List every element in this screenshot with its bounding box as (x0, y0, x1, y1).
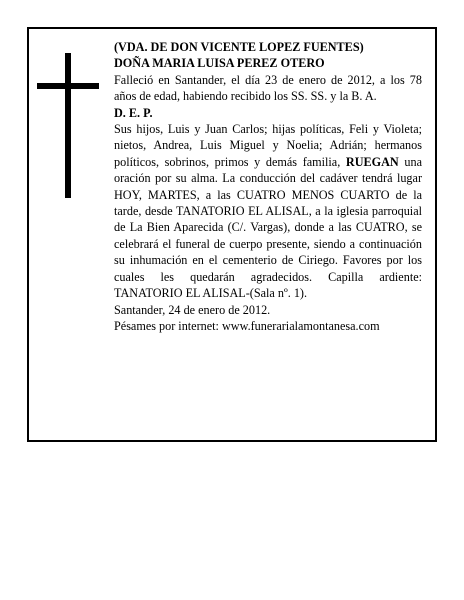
family-and-funeral-paragraph (114, 121, 422, 301)
widow-line: (VDA. DE DON VICENTE LOPEZ FUENTES) (114, 40, 364, 54)
death-announcement: Falleció en Santander, el día 23 de enero de 2012, a los 78 años de edad, habiendo recibido los SS. SS. y la B. A. (114, 72, 422, 104)
obituary-text-block (114, 39, 422, 334)
funeral-text: una oración por su alma. La conducción del cadáver tendrá lugar HOY, MARTES, a las CUATRO MENOS CUARTO de la tarde, desde TANATORIO EL ALISAL, a la iglesia parroquial de La Bien Aparecida (C/. Vargas), donde a las CUATRO, se celebrará el funeral de cuerpo presente, siendo a continuación su inhumación en el cementerio de Ciriego. Favores por los cuales les quedarán agradecidos. Capilla ardiente: TANATORIO EL ALISAL-(Sala nº. 1). (114, 154, 423, 301)
cross-vertical-bar (65, 53, 71, 198)
dep-line: D. E. P. (114, 105, 153, 120)
place-date: Santander, 24 de enero de 2012. (114, 302, 271, 317)
family-text: Sus hijos, Luis y Juan Carlos; hijas políticas, Feli y Violeta; nietos, Andrea, Luis Miguel y Noelia; Adrián; hermanos políticos, sobrinos, primos y demás familia, (114, 122, 422, 169)
latin-cross-icon (37, 53, 99, 198)
deceased-name: DOÑA MARIA LUISA PEREZ OTERO (114, 56, 325, 71)
ruegan-word: RUEGAN (345, 154, 399, 169)
condolences-line: Pésames por internet: www.funerarialamontanesa.com (114, 318, 380, 333)
cross-horizontal-bar (37, 83, 99, 89)
